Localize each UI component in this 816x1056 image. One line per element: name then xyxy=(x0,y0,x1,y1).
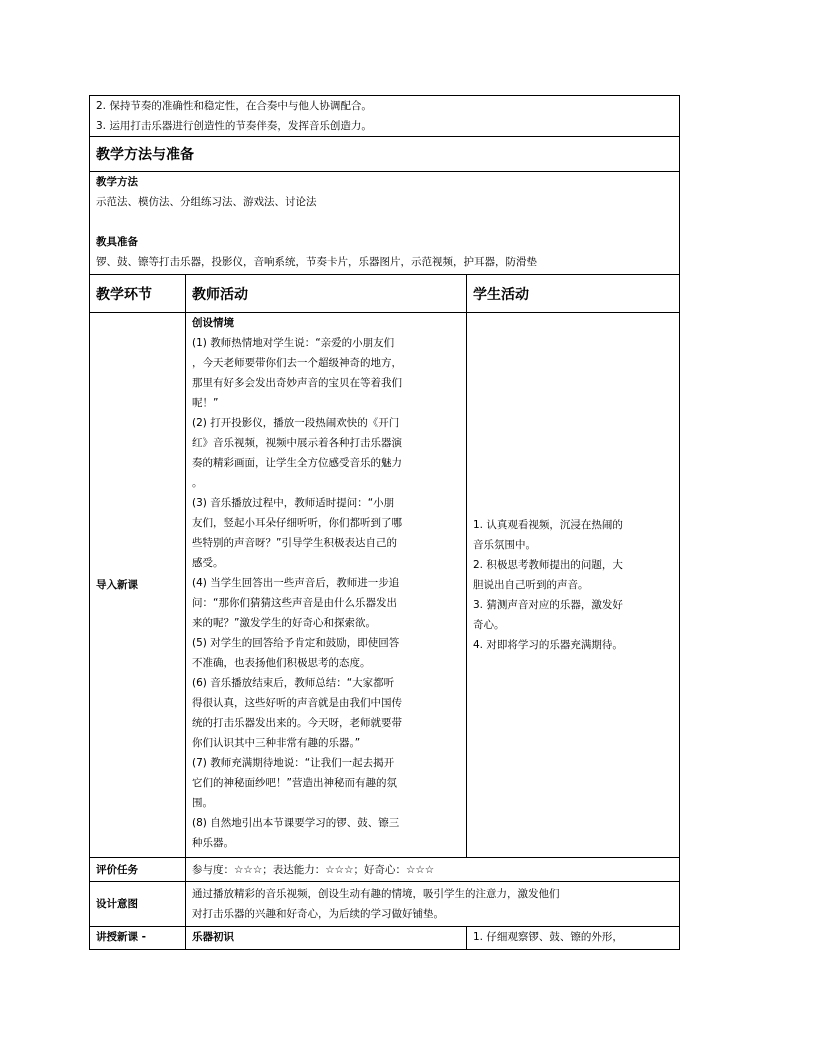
teacher-activity-line: 奏的精彩画面，让学生全方位感受音乐的魅力 xyxy=(192,457,402,469)
student-activity-line: 音乐氛围中。 xyxy=(473,539,536,551)
teacher-activity-line: 它们的神秘面纱吧！”营造出神秘而有趣的氛 xyxy=(192,777,397,789)
teacher-activity-line: (4) 当学生回答出一些声音后，教师进一步追 xyxy=(192,577,400,589)
teacher-activity-line: 不准确，也表扬他们积极思考的态度。 xyxy=(192,657,371,669)
teacher-activity-line: ，今天老师要带你们去一个超级神奇的地方， xyxy=(192,357,402,369)
teacher-activity-line: 来的呢？”激发学生的好奇心和探索欲。 xyxy=(192,617,376,629)
design-label-cell: 设计意图 xyxy=(90,882,186,927)
teacher-activity-line: 呢！” xyxy=(192,397,219,409)
teacher-activity-line: 友们，竖起小耳朵仔细听听，你们都听到了哪 xyxy=(192,517,402,529)
lecture-student-cell: 1. 仔细观察锣、鼓、镲的外形， xyxy=(467,927,680,950)
student-activity-line: 2. 积极思考教师提出的问题，大 xyxy=(473,559,623,571)
lesson-plan-document xyxy=(89,95,679,950)
design-text-cell xyxy=(186,882,680,927)
student-activity-line: 1. 认真观看视频，沉浸在热闹的 xyxy=(473,519,623,531)
header-student: 学生活动 xyxy=(467,275,680,313)
methods-label: 教学方法 xyxy=(96,176,138,188)
teacher-activity-line: (1) 教师热情地对学生说：“亲爱的小朋友们 xyxy=(192,337,395,349)
intro-teacher-activities xyxy=(192,333,466,853)
teacher-activity-line: 感受。 xyxy=(192,557,224,569)
design-line-1: 通过播放精彩的音乐视频，创设生动有趣的情境，吸引学生的注意力，激发他们 xyxy=(192,888,560,900)
teacher-activity-line: (7) 教师充满期待地说：“让我们一起去揭开 xyxy=(192,757,395,769)
methods-title-cell xyxy=(90,137,680,172)
lecture-stage-cell: 讲授新课 - xyxy=(90,927,186,950)
intro-stage: 导入新课 xyxy=(90,313,186,858)
student-activity-line: 胆说出自己听到的声音。 xyxy=(473,579,589,591)
teacher-activity-line: 。 xyxy=(192,477,203,489)
teacher-activity-line: (6) 音乐播放结束后，教师总结：“大家都听 xyxy=(192,677,395,689)
header-stage: 教学环节 xyxy=(90,275,186,313)
methods-cell xyxy=(90,172,680,275)
goal-3: 3. 运用打击乐器进行创造性的节奏伴奏，发挥音乐创造力。 xyxy=(96,120,372,132)
lesson-plan-table xyxy=(89,95,680,950)
intro-student-activities xyxy=(473,515,679,655)
methods-text: 示范法、模仿法、分组练习法、游戏法、讨论法 xyxy=(96,196,317,208)
lecture-teacher-cell: 乐器初识 xyxy=(186,927,467,950)
teacher-activity-line: (2) 打开投影仪，播放一段热闹欢快的《开门 xyxy=(192,417,400,429)
teacher-activity-line: 围。 xyxy=(192,797,213,809)
section-title: 教学方法与准备 xyxy=(96,147,194,163)
design-line-2: 对打击乐器的兴趣和好奇心，为后续的学习做好铺垫。 xyxy=(192,908,444,920)
teacher-activity-line: 些特别的声音呀？”引导学生积极表达自己的 xyxy=(192,537,397,549)
intro-heading: 创设情境 xyxy=(192,317,234,329)
evaluation-text: 参与度：☆☆☆；表达能力：☆☆☆；好奇心：☆☆☆ xyxy=(186,858,680,882)
goal-2: 2. 保持节奏的准确性和稳定性，在合奏中与他人协调配合。 xyxy=(96,100,372,112)
teacher-activity-line: (8) 自然地引出本节课要学习的锣、鼓、镲三 xyxy=(192,817,400,829)
intro-student-cell xyxy=(467,313,680,858)
teacher-activity-line: 问：“那你们猜猜这些声音是由什么乐器发出 xyxy=(192,597,397,609)
student-activity-line: 4. 对即将学习的乐器充满期待。 xyxy=(473,639,623,651)
teacher-activity-line: 那里有好多会发出奇妙声音的宝贝在等着我们 xyxy=(192,377,402,389)
student-activity-line: 奇心。 xyxy=(473,619,505,631)
student-activity-line: 3. 猜测声音对应的乐器，激发好 xyxy=(473,599,623,611)
teacher-activity-line: 你们认识其中三种非常有趣的乐器。” xyxy=(192,737,361,749)
intro-teacher-cell xyxy=(186,313,467,858)
teacher-activity-line: (5) 对学生的回答给予肯定和鼓励，即使回答 xyxy=(192,637,400,649)
teacher-activity-line: 红》音乐视频，视频中展示着各种打击乐器演 xyxy=(192,437,402,449)
teacher-activity-line: 统的打击乐器发出来的。今天呀，老师就要带 xyxy=(192,717,402,729)
evaluation-label-cell: 评价任务 xyxy=(90,858,186,882)
goals-cell xyxy=(90,96,680,137)
tools-label: 教具准备 xyxy=(96,236,138,248)
teacher-activity-line: (3) 音乐播放过程中，教师适时提问：“小朋 xyxy=(192,497,395,509)
teacher-activity-line: 得很认真，这些好听的声音就是由我们中国传 xyxy=(192,697,402,709)
tools-text: 锣、鼓、镲等打击乐器，投影仪，音响系统，节奏卡片，乐器图片，示范视频，护耳器，防滑垫 xyxy=(96,256,537,268)
teacher-activity-line: 种乐器。 xyxy=(192,837,234,849)
header-teacher: 教师活动 xyxy=(186,275,467,313)
